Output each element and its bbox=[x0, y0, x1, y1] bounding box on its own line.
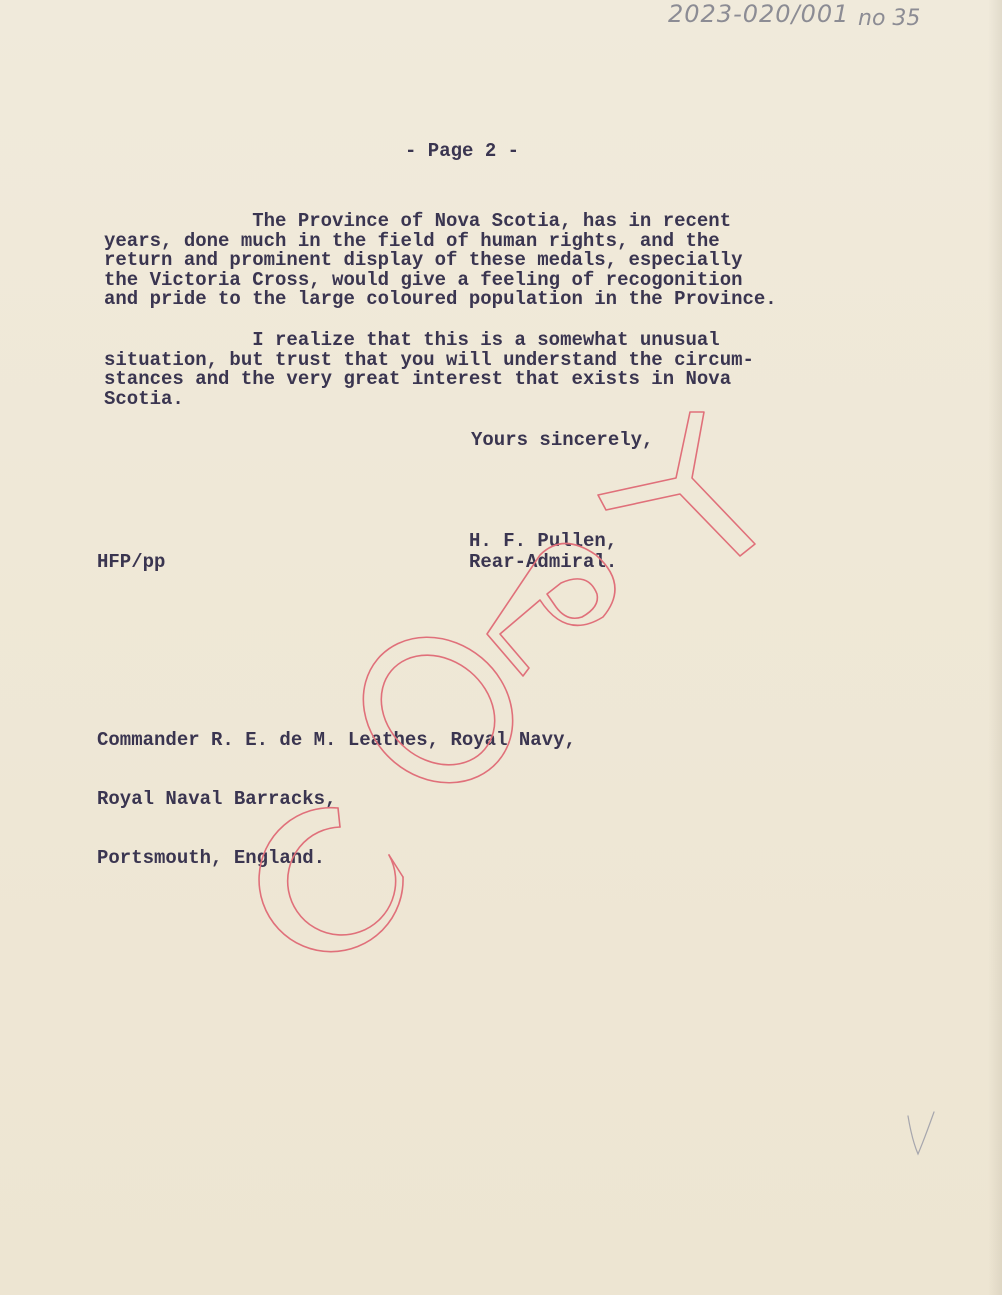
letter-closing: Yours sincerely, bbox=[471, 429, 654, 451]
pencil-check-mark bbox=[900, 1110, 940, 1160]
recipient-line-2: Royal Naval Barracks, bbox=[97, 787, 337, 810]
letter-paragraph-1: The Province of Nova Scotia, has in recent years, done much in the field of human rights, and the return and prominent display of these medals, especially the Victoria Cross, would give a feeling of recogonition and pride to the large coloured population in the Province. bbox=[104, 210, 777, 311]
letter-paragraph-2: I realize that this is a somewhat unusual situation, but trust that you will understand the circum- stances and the very great interest that exists in Nova Scotia. bbox=[104, 329, 754, 410]
recipient-line-1: Commander R. E. de M. Leathes, Royal Navy, bbox=[97, 729, 576, 752]
copy-stamp-letter-p bbox=[487, 544, 615, 677]
copy-stamp-letter-c bbox=[259, 808, 403, 952]
copy-stamp-letter-y bbox=[598, 412, 755, 556]
page-header: - Page 2 - bbox=[405, 140, 520, 162]
archive-item-number: no 35 bbox=[858, 6, 921, 31]
copy-stamp-letter-o bbox=[334, 607, 542, 813]
reference-initials: HFP/pp bbox=[97, 551, 166, 573]
archive-reference-number: 2023-020/001 bbox=[668, 0, 850, 28]
signatory-name: H. F. Pullen, bbox=[469, 530, 618, 552]
signatory-title: Rear-Admiral. bbox=[469, 551, 618, 573]
recipient-line-3: Portsmouth, England. bbox=[97, 846, 326, 869]
